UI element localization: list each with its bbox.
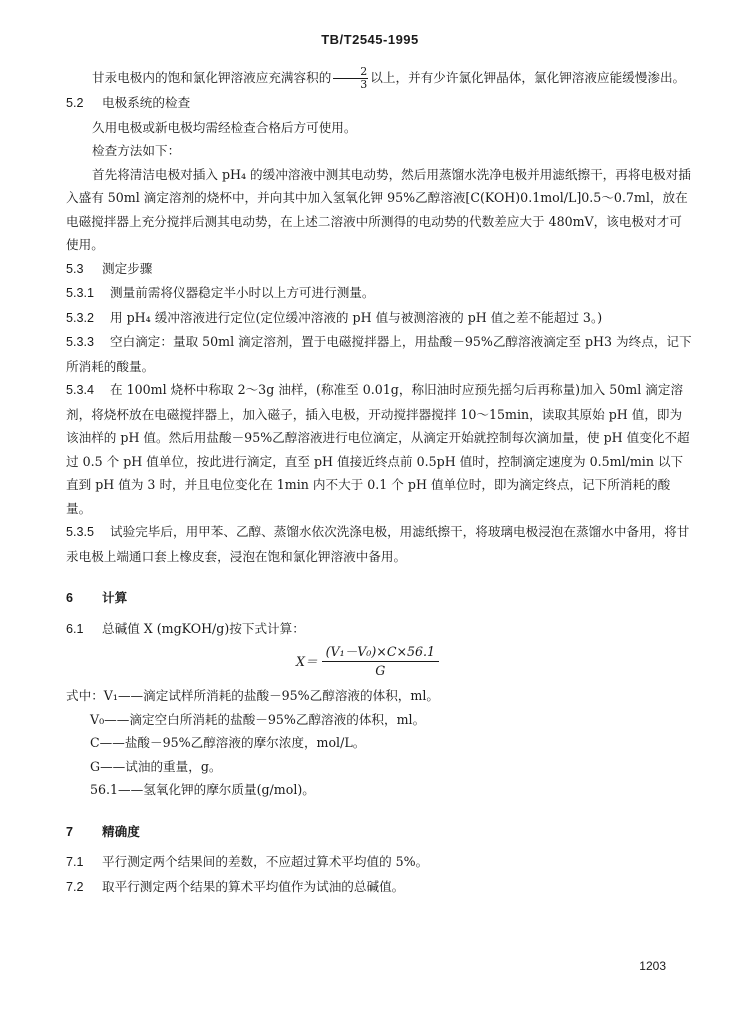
clause-text: 试验完毕后，用甲苯、乙醇、蒸馏水依次洗涤电极，用滤纸擦干，将玻璃电极浸泡在蒸馏水中备用，将甘汞电极上端通口套上橡皮套，浸泡在饱和氯化钾溶液中备用。	[66, 524, 690, 564]
variable-row	[66, 684, 694, 708]
clause-text: 在 100ml 烧杯中称取 2～3g 油样，(称准至 0.01g，称旧油时应预先摇匀后再称量)加入 50ml 滴定溶剂，将烧杯放在电磁搅拌器上，加入磁子，插入电极，开动搅拌器搅拌 10～15min，读取其原始 pH 值，即为该油样的 pH 值。然后用盐酸－95%乙醇溶液进行电位滴定，从滴定开始就控制每次滴加量，使 pH 值变化不超过 0.5 个 pH 值单位，按此进行滴定，直至 pH 值接近终点前 0.5pH 值时，控制滴定速度为 0.5ml/min 以下直到 pH 值为 3 时，并且电位变化在 1min 内不大于 0.1 个 pH 值单位时，即为滴定终点，记下所消耗的酸量。	[66, 382, 690, 516]
variable-row	[66, 708, 694, 732]
intro-text-after: 以上，并有少许氯化钾晶体，氯化钾溶液应能缓慢渗出。	[370, 70, 686, 85]
variable-description: ——滴定试样所消耗的盐酸－95%乙醇溶液的体积，ml。	[117, 688, 439, 703]
section-number: 5.3	[66, 261, 84, 276]
section-5-2-para-3: 首先将清洁电极对插入 pH₄ 的缓冲溶液中测其电动势，然后用蒸馏水洗净电极并用滤纸擦干，再将电极对插入盛有 50ml 滴定溶剂的烧杯中，并向其中加入氢氧化钾 95%乙醇溶液[C(KOH)0.1mol/L]0.5～0.7ml，放在电磁搅拌器上充分搅拌后测其电动势，在上述二溶液中所测得的电动势的代数差应大于 480mV，该电极对才可使用。	[66, 166, 691, 252]
clause-5-3-5	[66, 520, 694, 568]
clause-number: 5.3.4	[66, 383, 95, 397]
where-lead: 式中：	[66, 688, 104, 703]
variable-symbol: C	[90, 735, 100, 750]
clause-text: 平行测定两个结果间的差数，不应超过算术平均值的 5%。	[102, 854, 429, 869]
section-title: 精确度	[102, 823, 140, 839]
formula-fraction	[322, 643, 440, 680]
section-5-2-para-2: 检查方法如下：	[92, 143, 181, 158]
variable-description: ——试油的重量，g。	[100, 758, 222, 774]
clause-number: 5.3.3	[66, 335, 95, 349]
section-number: 7	[66, 824, 74, 839]
section-title: 电极系统的检查	[102, 95, 191, 110]
fraction-two-thirds	[333, 66, 368, 91]
clause-6-1	[66, 617, 694, 642]
section-title: 计算	[102, 590, 128, 605]
variable-symbol: V₀	[90, 711, 105, 727]
variable-symbol: 56.1	[90, 782, 119, 797]
page-content	[66, 66, 694, 899]
clause-number: 7.2	[66, 879, 84, 894]
clause-number: 5.3.1	[66, 286, 95, 300]
variable-row	[66, 731, 694, 755]
page-number: 1203	[639, 958, 666, 973]
variable-description: ——氢氧化钾的摩尔质量(g/mol)。	[118, 782, 315, 797]
formula-denominator: G	[375, 663, 386, 678]
formula-lhs: X＝	[296, 653, 318, 669]
clause-7-2	[66, 875, 694, 900]
fraction-denominator: 3	[360, 78, 368, 91]
intro-text-before: 甘汞电极内的饱和氯化钾溶液应充满容积的	[92, 70, 332, 85]
clause-text: 取平行测定两个结果的算术平均值作为试油的总碱值。	[102, 878, 405, 894]
intro-paragraph	[66, 66, 694, 91]
section-7-heading	[66, 820, 694, 845]
clause-5-3-3	[66, 330, 694, 378]
section-title: 测定步骤	[102, 260, 153, 276]
clause-text: 测量前需将仪器稳定半小时以上方可进行测量。	[110, 285, 375, 300]
section-6-heading	[66, 586, 694, 611]
clause-number: 5.3.2	[66, 310, 95, 325]
total-base-number-formula	[296, 643, 694, 680]
variable-row	[66, 778, 694, 802]
fraction-numerator: 2	[333, 66, 368, 79]
section-5-3-heading	[66, 257, 694, 282]
clause-5-3-2	[66, 306, 694, 331]
clause-number: 7.1	[66, 855, 84, 869]
clause-number: 6.1	[66, 621, 84, 636]
clause-text: 总碱值 X (mgKOH/g)按下式计算：	[102, 620, 305, 636]
section-number: 5.2	[66, 96, 84, 110]
variable-symbol: G	[90, 758, 101, 774]
variable-symbol: V₁	[103, 688, 118, 703]
variable-description: ——滴定空白所消耗的盐酸－95%乙醇溶液的体积，ml。	[104, 711, 426, 727]
section-5-2-para-1: 久用电极或新电极均需经检查合格后方可使用。	[92, 119, 357, 135]
clause-5-3-1	[66, 281, 694, 306]
section-number: 6	[66, 591, 74, 605]
clause-5-3-4	[66, 378, 694, 520]
standard-header: TB/T2545-1995	[321, 32, 419, 47]
formula-numerator: (V₁－V₀)×C×56.1	[322, 643, 440, 662]
clause-text: 用 pH₄ 缓冲溶液进行定位(定位缓冲溶液的 pH 值与被测溶液的 pH 值之差不能超过 3。)	[110, 309, 603, 325]
variable-definitions	[66, 684, 694, 802]
clause-number: 5.3.5	[66, 525, 95, 539]
section-5-2-heading	[66, 91, 694, 116]
variable-row	[66, 755, 694, 779]
clause-7-1	[66, 850, 694, 875]
clause-text: 空白滴定：量取 50ml 滴定溶剂，置于电磁搅拌器上，用盐酸－95%乙醇溶液滴定至 pH3 为终点，记下所消耗的酸量。	[66, 334, 692, 374]
variable-description: ——盐酸－95%乙醇溶液的摩尔浓度，mol/L。	[99, 735, 366, 750]
